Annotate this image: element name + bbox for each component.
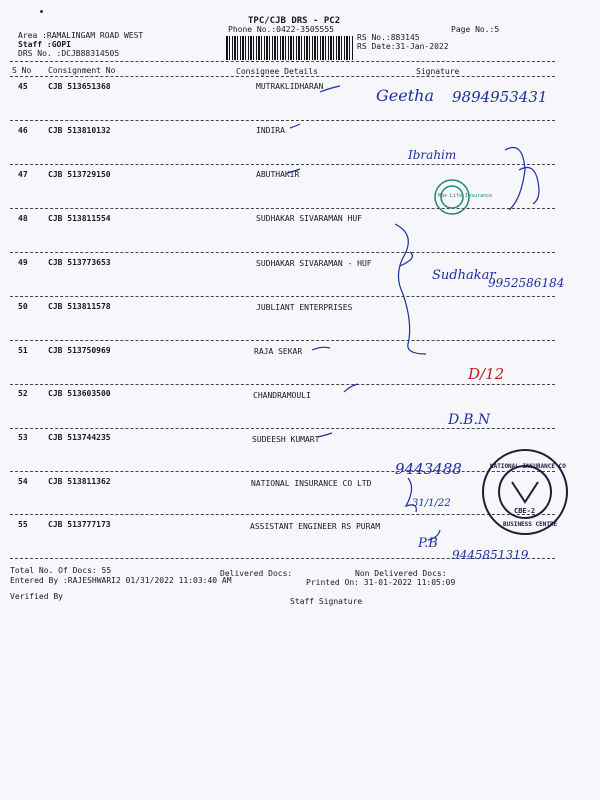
phone-54: 9443488 [395,460,462,478]
col-signature: Signature [416,67,460,76]
non-delivered-docs: Non Delivered Docs: [355,569,447,578]
phone-45: 9894953431 [452,88,548,106]
small-stamp-text: Max Life Insurance [438,193,493,199]
mark-51: D/12 [468,365,505,383]
bracket-stroke [395,224,426,354]
col-consignee: Consignee Details [236,67,318,76]
row-consignment: CJB 513811554 [48,214,111,223]
seal-city-text: CBE-2 [514,507,536,515]
row-consignee: ASSISTANT ENGINEER RS PURAM [250,522,381,531]
row-sno: 54 [18,477,28,486]
verified-by: Verified By [10,592,63,601]
row-sno: 45 [18,82,28,91]
tick-mark [312,347,330,350]
row-sno: 47 [18,170,28,179]
row-consignment: CJB 513651368 [48,82,111,91]
row-consignment: CJB 513777173 [48,520,111,529]
entered-by: Entered By :RAJESHWARI2 01/31/2022 11:03:40 AM [10,576,232,585]
staff-signature: Staff Signature [290,597,363,606]
row-consignee: SUDHAKAR SIVARAMAN - HUF [256,259,372,268]
tick-mark [318,433,332,437]
rs-date: RS Date:31-Jan-2022 [357,42,449,51]
signature-49: Sudhakar [432,268,496,283]
row-sno: 52 [18,389,28,398]
initials-55: P.B [418,536,438,551]
rs-number: RS No.:883145 [357,33,420,42]
tick-mark [288,169,300,173]
row-sno: 51 [18,346,28,355]
total-docs: Total No. Of Docs: 55 [10,566,112,575]
phone-55: 9445851319 [452,548,529,562]
tick-mark [320,86,340,92]
row-consignment: CJB 513750969 [48,346,111,355]
row-consignment: CJB 513744235 [48,433,111,442]
row-sno: 46 [18,126,28,135]
row-consignment: CJB 513811362 [48,477,111,486]
row-consignee: RAJA SEKAR [254,347,303,356]
page-number: Page No.:5 [451,25,500,34]
tick-mark [290,124,300,128]
row-consignee: CHANDRAMOULI [253,391,311,400]
row-sno: 53 [18,433,28,442]
delivered-docs: Delivered Docs: [220,569,293,578]
row-consignment: CJB 513729150 [48,170,111,179]
row-consignee: JUBLIANT ENTERPRISES [256,303,353,312]
row-consignee: INDIRA [256,126,285,135]
date-54: 31/1/22 [412,498,451,509]
signature-scribble [505,148,539,211]
staff-field: Staff :GOPI [18,40,71,49]
row-consignment: CJB 513773653 [48,258,111,267]
row-consignee: ABUTHAKIR [256,170,300,179]
row-consignee: SUDHAKAR SIVARAMAN HUF [256,214,362,223]
row-sno: 50 [18,302,28,311]
tick-mark [344,384,358,392]
col-sno: S No [12,66,32,75]
seal-bottom-text: BUSINESS CENTRE [503,521,558,528]
phone-number: Phone No.:0422-3505555 [228,25,334,34]
row-consignment: CJB 513603500 [48,389,111,398]
row-sno: 55 [18,520,28,529]
row-sno: 49 [18,258,28,267]
row-consignee: NATIONAL INSURANCE CO LTD [251,479,372,488]
row-sno: 48 [18,214,28,223]
area-field: Area :RAMALINGAM ROAD WEST [18,31,144,40]
row-consignment: CJB 513810132 [48,126,111,135]
seal-top-text: NATIONAL INSURANCE CO [490,463,566,470]
row-consignee: MUTRAKLIDHARAN [256,82,324,91]
row-consignment: CJB 513811578 [48,302,111,311]
signature-53: D.B.N [448,412,491,428]
row-consignee: SUDEESH KUMART [252,435,320,444]
signature-45: Geetha [376,86,434,105]
phone-49: 9952586184 [488,276,565,290]
drs-number: DRS No. :DCJB88314505 [18,49,120,58]
document-title: TPC/CJB DRS - PC2 [248,16,341,26]
col-consignment: Consignment No [48,66,116,75]
signature-47: Ibrahim [408,148,457,162]
printed-on: Printed On: 31-01-2022 11:05:09 [306,578,456,587]
